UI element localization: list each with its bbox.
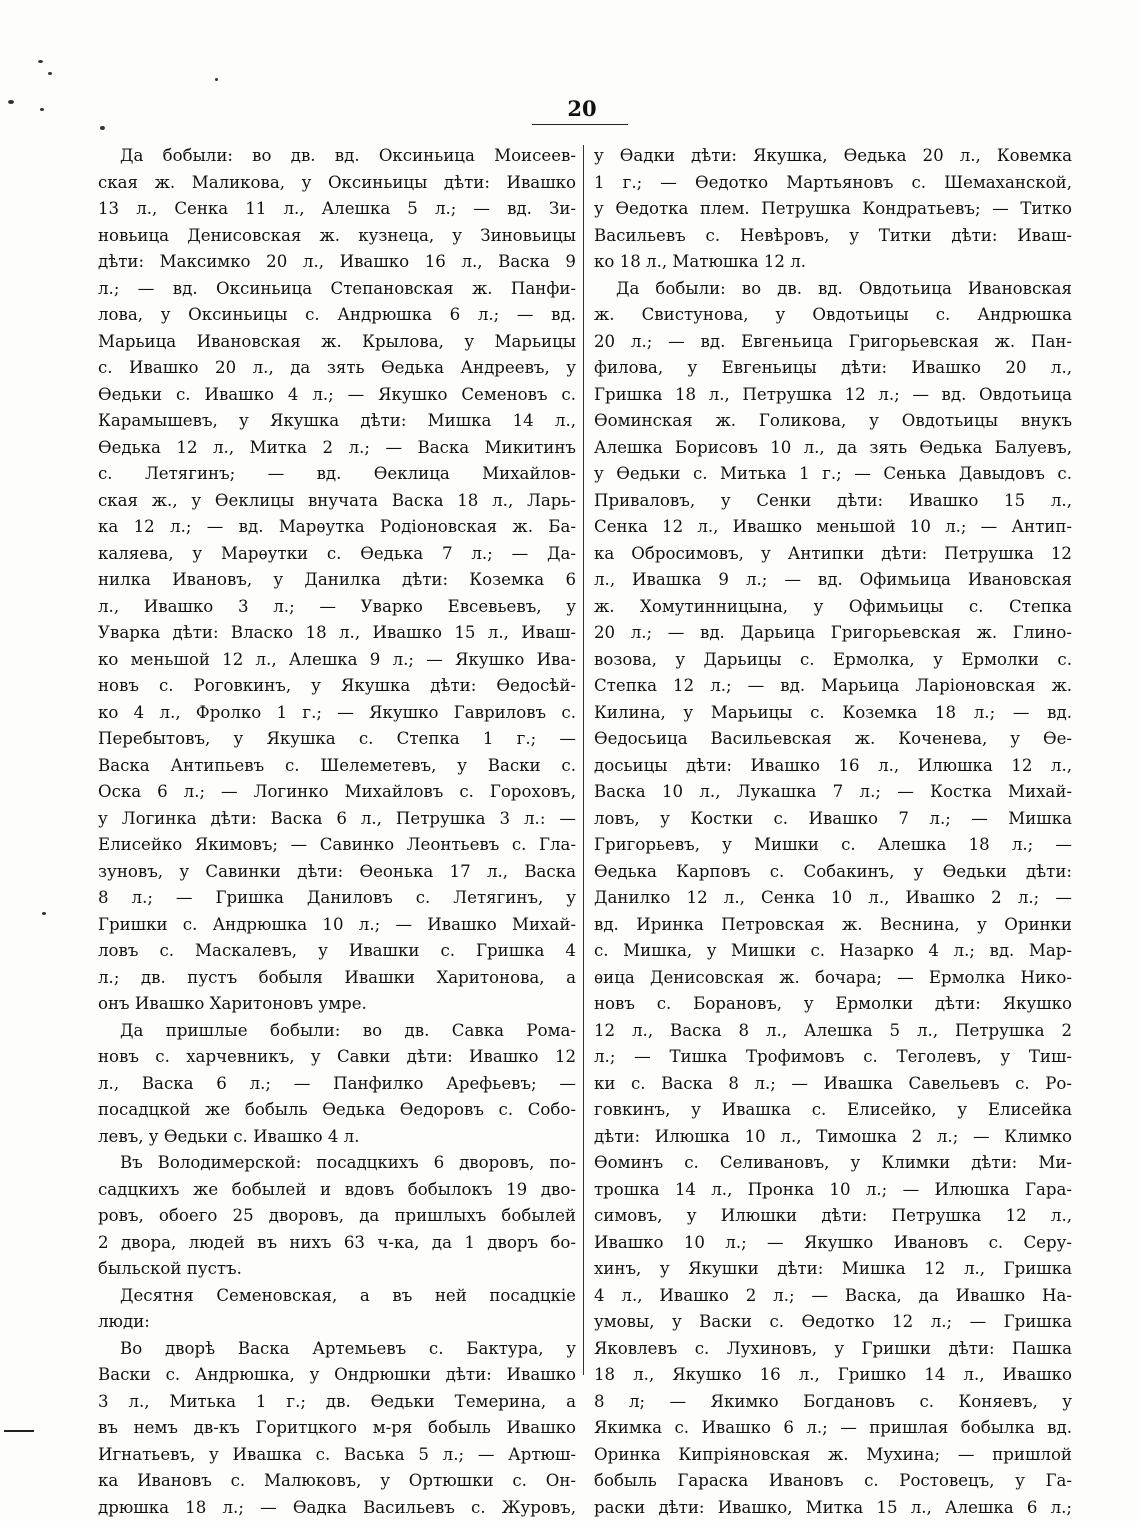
- text-line: 12 л., Васка 8 л., Алешка 5 л., Петрушка 2: [594, 1018, 1072, 1045]
- text-line: Елисейко Якимовъ; — Савинко Леонтьевъ с. Гла-: [98, 832, 576, 859]
- text-line: у Ѳедотка плем. Петрушка Кондратьевъ; — Титко: [594, 196, 1072, 223]
- text-line: Гришки с. Андрюшка 10 л.; — Ивашко Михай-: [98, 912, 576, 939]
- text-line: Ѳоминская ж. Голикова, у Овдотьицы внукъ: [594, 408, 1072, 435]
- text-line: у Ѳадки дѣти: Якушка, Ѳедька 20 л., Ковемка: [594, 143, 1072, 170]
- text-line: л., Васка 6 л.; — Панфилко Арефьевъ; —: [98, 1071, 576, 1098]
- text-line: 1 г.; — Ѳедотко Мартьяновъ с. Шемаханской,: [594, 170, 1072, 197]
- text-line: Ѳедька 12 л., Митка 2 л.; — Васка Микитинъ: [98, 435, 576, 462]
- header-rule: [532, 124, 628, 125]
- text-line: 2 двора, людей въ нихъ 63 ч-ка, да 1 дворъ бо-: [98, 1230, 576, 1257]
- right-column: [594, 143, 1072, 1521]
- text-line: ки с. Васка 8 л.; — Ивашка Савельевъ с. Ро-: [594, 1071, 1072, 1098]
- text-line: 8 л; — Якимко Богдановъ с. Коняевъ, у: [594, 1389, 1072, 1416]
- text-line: Данилко 12 л., Сенка 10 л., Ивашко 2 л.; —: [594, 885, 1072, 912]
- text-line: 13 л., Сенка 11 л., Алешка 5 л.; — вд. Зи-: [98, 196, 576, 223]
- text-line: Ивашко 10 л.; — Якушко Ивановъ с. Серу-: [594, 1230, 1072, 1257]
- page-number: 20: [552, 96, 612, 121]
- text-line: раски дѣти: Ивашко, Митка 15 л., Алешка 6 л.;: [594, 1495, 1072, 1521]
- text-line: 4 л., Ивашко 2 л.; — Васка, да Ивашко На-: [594, 1283, 1072, 1310]
- text-line: 3 л., Митька 1 г.; дв. Ѳедьки Темерина, а: [98, 1389, 576, 1416]
- scan-speck: [38, 60, 43, 63]
- text-line: 20 л.; — вд. Евгеньица Григорьевская ж. Пан-: [594, 329, 1072, 356]
- text-line: новъ с. харчевникъ, у Савки дѣти: Ивашко 12: [98, 1044, 576, 1071]
- text-line: филова, у Евгеньицы дѣти: Ивашко 20 л.,: [594, 355, 1072, 382]
- text-line: левъ, у Ѳедьки с. Ивашко 4 л.: [98, 1124, 576, 1151]
- column-divider: [583, 145, 584, 1375]
- scan-speck: [48, 72, 52, 75]
- text-line: Да бобыли: во дв. вд. Овдотьица Ивановская: [594, 276, 1072, 303]
- text-line: Во дворѣ Васка Артемьевъ с. Бактура, у: [98, 1336, 576, 1363]
- text-line: ка Обросимовъ, у Антипки дѣти: Петрушка 12: [594, 541, 1072, 568]
- text-line: Оринка Кипріяновская ж. Мухина; — пришлой: [594, 1442, 1072, 1469]
- text-line: Якимка с. Ивашко 6 л.; — пришлая бобылка вд.: [594, 1415, 1072, 1442]
- text-line: Степка 12 л.; — вд. Марьица Ларіоновская ж.: [594, 673, 1072, 700]
- text-line: Ѳедьки с. Ивашко 4 л.; — Якушко Семеновъ с.: [98, 382, 576, 409]
- text-line: у Логинка дѣти: Васка 6 л., Петрушка 3 л.: —: [98, 806, 576, 833]
- text-line: ко меньшой 12 л., Алешка 9 л.; — Якушко Ива-: [98, 647, 576, 674]
- text-line: Въ Володимерской: посадцкихъ 6 дворовъ, по-: [98, 1150, 576, 1177]
- scan-stroke: [4, 1430, 34, 1432]
- text-line: ж. Свистунова, у Овдотьицы с. Андрюшка: [594, 302, 1072, 329]
- text-line: бобыль Гараска Ивановъ с. Ростовецъ, у Га-: [594, 1468, 1072, 1495]
- text-line: Марьица Ивановская ж. Крылова, у Марьицы: [98, 329, 576, 356]
- text-line: ская ж. Маликова, у Оксиньицы дѣти: Ивашко: [98, 170, 576, 197]
- text-line: посадцкой же бобыль Ѳедька Ѳедоровъ с. Собо-: [98, 1097, 576, 1124]
- text-line: Васка Антипьевъ с. Шелеметевъ, у Васки с.: [98, 753, 576, 780]
- text-line: садцкихъ же бобылей и вдовъ бобылокъ 19 дво-: [98, 1177, 576, 1204]
- text-line: Ѳедосьица Васильевская ж. Коченева, у Ѳе-: [594, 726, 1072, 753]
- text-line: ко 4 л., Фролко 1 г.; — Якушко Гавриловъ с.: [98, 700, 576, 727]
- scan-speck: [215, 78, 218, 81]
- text-line: Алешка Борисовъ 10 л., да зять Ѳедька Балуевъ,: [594, 435, 1072, 462]
- text-line: Уварка дѣти: Власко 18 л., Ивашко 15 л., Иваш-: [98, 620, 576, 647]
- text-line: ская ж., у Ѳеклицы внучата Васка 18 л., Ларь-: [98, 488, 576, 515]
- text-line: онъ Ивашко Харитоновъ умре.: [98, 991, 576, 1018]
- text-line: въ немъ дв-къ Горитцкого м-ря бобыль Ивашко: [98, 1415, 576, 1442]
- text-line: Приваловъ, у Сенки дѣти: Ивашко 15 л.,: [594, 488, 1072, 515]
- text-line: Килина, у Марьицы с. Коземка 18 л.; — вд.: [594, 700, 1072, 727]
- text-line: ровъ, обоего 25 дворовъ, да пришлыхъ бобылей: [98, 1203, 576, 1230]
- text-line: Яковлевъ с. Лухиновъ, у Гришки дѣти: Пашка: [594, 1336, 1072, 1363]
- text-line: ѳица Денисовская ж. бочара; — Ермолка Нико-: [594, 965, 1072, 992]
- text-line: вд. Иринка Петровская ж. Веснина, у Оринки: [594, 912, 1072, 939]
- text-line: люди:: [98, 1309, 576, 1336]
- text-line: симовъ, у Илюшки дѣти: Петрушка 12 л.,: [594, 1203, 1072, 1230]
- text-line: Ѳедька Карповъ с. Собакинъ, у Ѳедьки дѣти:: [594, 859, 1072, 886]
- text-line: л., Ивашко 3 л.; — Уварко Евсевьевъ, у: [98, 594, 576, 621]
- scan-speck: [8, 100, 14, 104]
- text-line: Григорьевъ, у Мишки с. Алешка 18 л.; —: [594, 832, 1072, 859]
- text-line: дѣти: Максимко 20 л., Ивашко 16 л., Васка 9: [98, 249, 576, 276]
- text-line: Гришка 18 л., Петрушка 12 л.; — вд. Овдотьица: [594, 382, 1072, 409]
- text-line: у Ѳедьки с. Митька 1 г.; — Сенька Давыдовъ с.: [594, 461, 1072, 488]
- text-line: ж. Хомутинницына, у Офимьицы с. Степка: [594, 594, 1072, 621]
- text-line: Перебытовъ, у Якушка с. Степка 1 г.; —: [98, 726, 576, 753]
- text-line: л.; — вд. Оксиньица Степановская ж. Панфи-: [98, 276, 576, 303]
- text-line: новъ с. Борановъ, у Ермолки дѣти: Якушко: [594, 991, 1072, 1018]
- text-line: ка Ивановъ с. Малюковъ, у Ортюшки с. Он-: [98, 1468, 576, 1495]
- text-line: лова, у Оксиньицы с. Андрюшка 6 л.; — вд.: [98, 302, 576, 329]
- text-line: 18 л., Якушко 16 л., Гришко 14 л., Ивашко: [594, 1362, 1072, 1389]
- text-line: с. Летягинъ; — вд. Ѳеклица Михайлов-: [98, 461, 576, 488]
- text-line: с. Мишка, у Мишки с. Назарко 4 л.; вд. Мар-: [594, 938, 1072, 965]
- text-line: Игнатьевъ, у Ивашка с. Васька 5 л.; — Артюш-: [98, 1442, 576, 1469]
- text-line: Да бобыли: во дв. вд. Оксиньица Моисеев-: [98, 143, 576, 170]
- text-line: 20 л.; — вд. Дарьица Григорьевская ж. Глино-: [594, 620, 1072, 647]
- text-line: л., Ивашка 9 л.; — вд. Офимьица Ивановская: [594, 567, 1072, 594]
- text-line: Десятня Семеновская, а въ ней посадцкіе: [98, 1283, 576, 1310]
- text-line: досьицы дѣти: Ивашко 16 л., Илюшка 12 л.,: [594, 753, 1072, 780]
- text-line: Карамышевъ, у Якушка дѣти: Мишка 14 л.,: [98, 408, 576, 435]
- text-line: дрюшка 18 л.; — Ѳадка Васильевъ с. Журовъ,: [98, 1495, 576, 1521]
- text-line: л.; дв. пустъ бобыля Ивашки Харитонова, а: [98, 965, 576, 992]
- text-line: Васки с. Андрюшка, у Ондрюшки дѣти: Ивашко: [98, 1362, 576, 1389]
- text-line: ловъ с. Маскалевъ, у Ивашки с. Гришка 4: [98, 938, 576, 965]
- text-line: Васильевъ с. Невѣровъ, у Титки дѣти: Иваш-: [594, 223, 1072, 250]
- text-line: зуновъ, у Савинки дѣти: Ѳеонька 17 л., Васка: [98, 859, 576, 886]
- text-line: Ѳоминъ с. Селивановъ, у Климки дѣти: Ми-: [594, 1150, 1072, 1177]
- text-line: умовы, у Васки с. Ѳедотко 12 л.; — Гришка: [594, 1309, 1072, 1336]
- text-line: Оска 6 л.; — Логинко Михайловъ с. Гороховъ,: [98, 779, 576, 806]
- text-line: быльской пустъ.: [98, 1256, 576, 1283]
- scan-speck: [42, 912, 46, 915]
- text-line: новьица Денисовская ж. кузнеца, у Зиновьицы: [98, 223, 576, 250]
- text-line: каляева, у Марѳутки с. Ѳедька 7 л.; — Да-: [98, 541, 576, 568]
- text-line: Сенка 12 л., Ивашко меньшой 10 л.; — Антип-: [594, 514, 1072, 541]
- text-line: нилка Ивановъ, у Данилка дѣти: Коземка 6: [98, 567, 576, 594]
- text-line: л.; — Тишка Трофимовъ с. Теголевъ, у Тиш-: [594, 1044, 1072, 1071]
- text-line: 8 л.; — Гришка Даниловъ с. Летягинъ, у: [98, 885, 576, 912]
- text-line: ко 18 л., Матюшка 12 л.: [594, 249, 1072, 276]
- text-line: дѣти: Илюшка 10 л., Тимошка 2 л.; — Климко: [594, 1124, 1072, 1151]
- text-line: ка 12 л.; — вд. Марѳутка Родіоновская ж. Ба-: [98, 514, 576, 541]
- left-column: [98, 143, 576, 1521]
- text-line: возова, у Дарьицы с. Ермолка, у Ермолки с.: [594, 647, 1072, 674]
- text-line: трошка 14 л., Пронка 10 л.; — Илюшка Гара-: [594, 1177, 1072, 1204]
- text-line: хинъ, у Якушки дѣти: Мишка 12 л., Гришка: [594, 1256, 1072, 1283]
- scan-speck: [40, 108, 44, 111]
- text-line: говкинъ, у Ивашка с. Елисейко, у Елисейка: [594, 1097, 1072, 1124]
- text-line: новъ с. Роговкинъ, у Якушка дѣти: Ѳедосѣй-: [98, 673, 576, 700]
- text-line: ловъ, у Костки с. Ивашко 7 л.; — Мишка: [594, 806, 1072, 833]
- text-line: Да пришлые бобыли: во дв. Савка Рома-: [98, 1018, 576, 1045]
- text-line: Васка 10 л., Лукашка 7 л.; — Костка Михай-: [594, 779, 1072, 806]
- text-line: с. Ивашко 20 л., да зять Ѳедька Андреевъ, у: [98, 355, 576, 382]
- scan-speck: [100, 126, 105, 130]
